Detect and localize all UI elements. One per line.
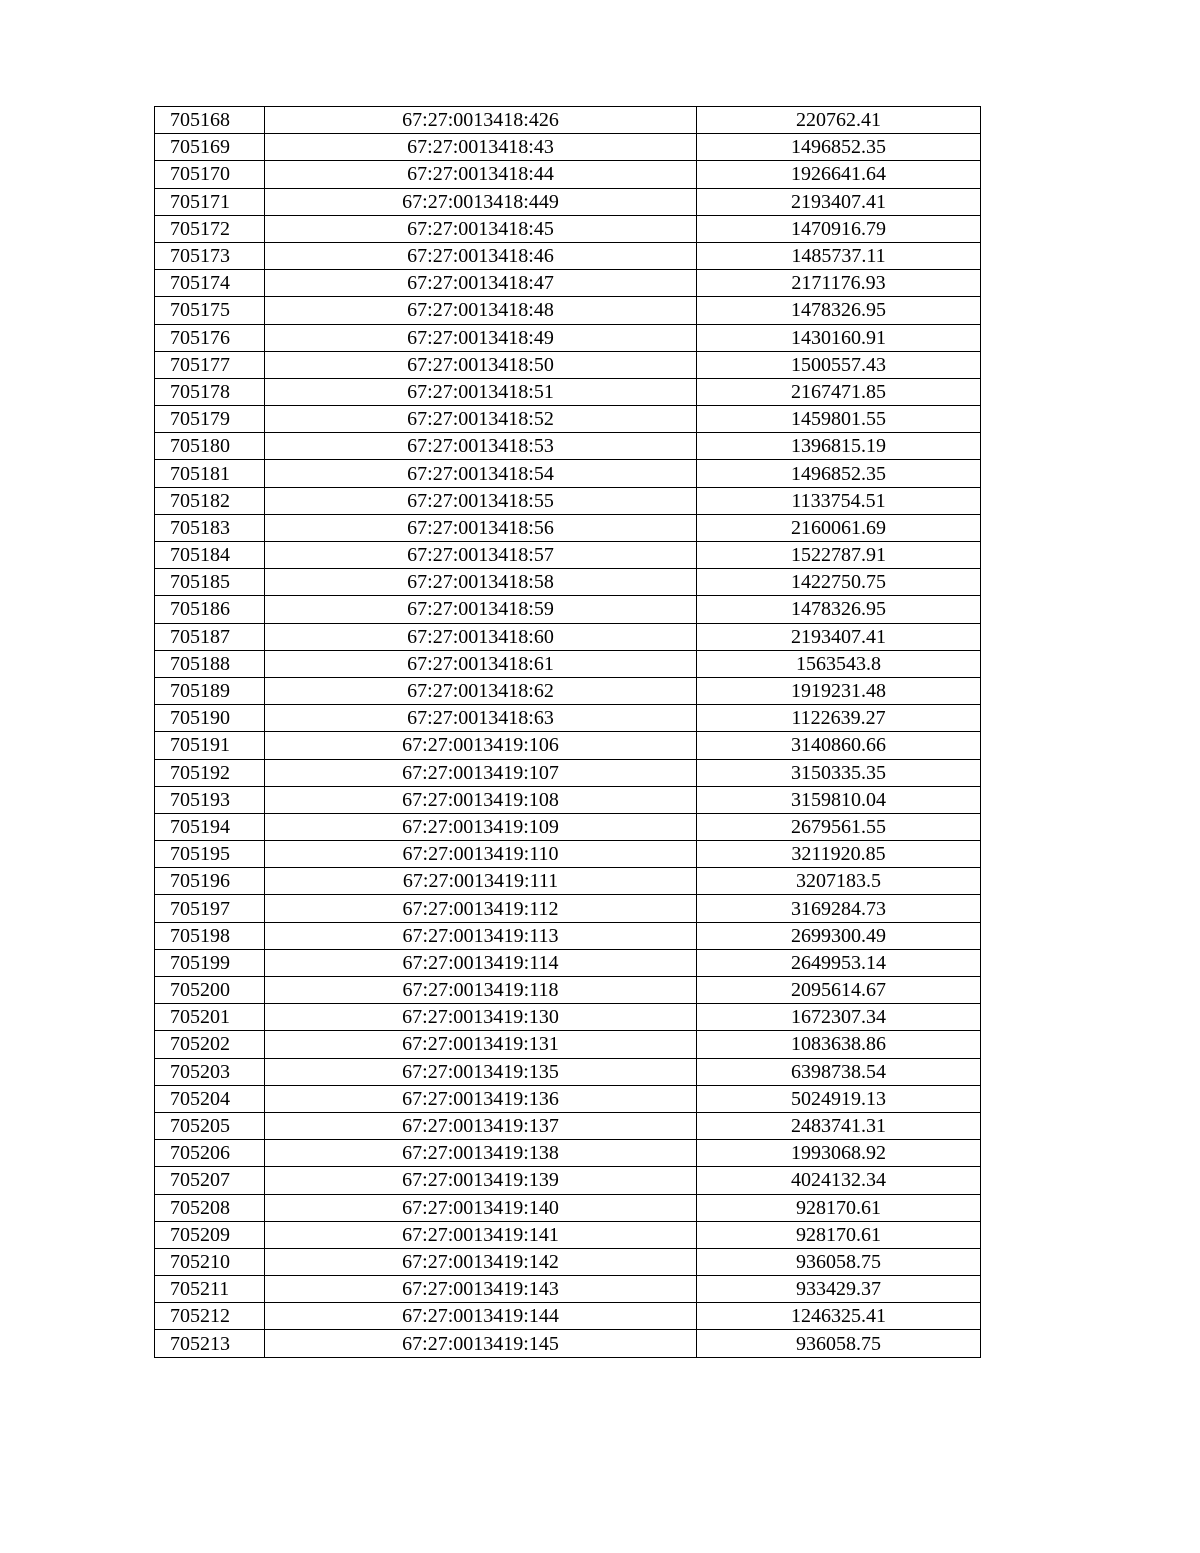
cadastral-number-cell: 67:27:0013418:56 — [265, 514, 697, 541]
value-cell: 3140860.66 — [697, 732, 981, 759]
row-number-cell: 705204 — [155, 1085, 265, 1112]
row-number-cell: 705178 — [155, 378, 265, 405]
value-cell: 936058.75 — [697, 1248, 981, 1275]
cadastral-number-cell: 67:27:0013419:141 — [265, 1221, 697, 1248]
row-number-cell: 705175 — [155, 297, 265, 324]
row-number-cell: 705184 — [155, 542, 265, 569]
value-cell: 5024919.13 — [697, 1085, 981, 1112]
value-cell: 1993068.92 — [697, 1140, 981, 1167]
value-cell: 1926641.64 — [697, 161, 981, 188]
cadastral-number-cell: 67:27:0013418:58 — [265, 569, 697, 596]
cadastral-number-cell: 67:27:0013418:45 — [265, 215, 697, 242]
cadastral-number-cell: 67:27:0013418:43 — [265, 134, 697, 161]
table-row — [155, 1167, 981, 1194]
cadastral-number-cell: 67:27:0013419:142 — [265, 1248, 697, 1275]
table-row — [155, 596, 981, 623]
cadastral-number-cell: 67:27:0013419:136 — [265, 1085, 697, 1112]
cadastral-number-cell: 67:27:0013419:140 — [265, 1194, 697, 1221]
table-row — [155, 977, 981, 1004]
value-cell: 1470916.79 — [697, 215, 981, 242]
row-number-cell: 705180 — [155, 433, 265, 460]
table-row — [155, 841, 981, 868]
value-cell: 2171176.93 — [697, 270, 981, 297]
value-cell: 933429.37 — [697, 1276, 981, 1303]
value-cell: 1459801.55 — [697, 406, 981, 433]
value-cell: 1430160.91 — [697, 324, 981, 351]
cadastral-number-cell: 67:27:0013419:144 — [265, 1303, 697, 1330]
row-number-cell: 705172 — [155, 215, 265, 242]
table-row — [155, 134, 981, 161]
row-number-cell: 705206 — [155, 1140, 265, 1167]
table-row — [155, 487, 981, 514]
cadastral-number-cell: 67:27:0013418:47 — [265, 270, 697, 297]
table-row — [155, 351, 981, 378]
row-number-cell: 705195 — [155, 841, 265, 868]
value-cell: 2193407.41 — [697, 623, 981, 650]
value-cell: 3207183.5 — [697, 868, 981, 895]
row-number-cell: 705171 — [155, 188, 265, 215]
cadastral-number-cell: 67:27:0013419:135 — [265, 1058, 697, 1085]
cadastral-number-cell: 67:27:0013419:106 — [265, 732, 697, 759]
row-number-cell: 705202 — [155, 1031, 265, 1058]
cadastral-number-cell: 67:27:0013418:61 — [265, 650, 697, 677]
value-cell: 1500557.43 — [697, 351, 981, 378]
table-row — [155, 324, 981, 351]
cadastral-number-cell: 67:27:0013418:62 — [265, 677, 697, 704]
table-row — [155, 188, 981, 215]
cadastral-number-cell: 67:27:0013419:112 — [265, 895, 697, 922]
row-number-cell: 705176 — [155, 324, 265, 351]
table-row — [155, 161, 981, 188]
value-cell: 1478326.95 — [697, 297, 981, 324]
table-row — [155, 1221, 981, 1248]
table-row — [155, 1276, 981, 1303]
row-number-cell: 705188 — [155, 650, 265, 677]
table-row — [155, 433, 981, 460]
table-row — [155, 569, 981, 596]
value-cell: 6398738.54 — [697, 1058, 981, 1085]
value-cell: 1563543.8 — [697, 650, 981, 677]
cadastral-number-cell: 67:27:0013419:143 — [265, 1276, 697, 1303]
value-cell: 2193407.41 — [697, 188, 981, 215]
row-number-cell: 705189 — [155, 677, 265, 704]
row-number-cell: 705205 — [155, 1112, 265, 1139]
cadastral-number-cell: 67:27:0013418:54 — [265, 460, 697, 487]
table-row — [155, 895, 981, 922]
cadastral-number-cell: 67:27:0013418:63 — [265, 705, 697, 732]
row-number-cell: 705200 — [155, 977, 265, 1004]
cadastral-number-cell: 67:27:0013419:118 — [265, 977, 697, 1004]
cadastral-number-cell: 67:27:0013418:44 — [265, 161, 697, 188]
value-cell: 2160061.69 — [697, 514, 981, 541]
table-row — [155, 297, 981, 324]
cadastral-number-cell: 67:27:0013419:113 — [265, 922, 697, 949]
cadastral-number-cell: 67:27:0013418:55 — [265, 487, 697, 514]
table-row — [155, 813, 981, 840]
table-row — [155, 1194, 981, 1221]
row-number-cell: 705177 — [155, 351, 265, 378]
cadastral-number-cell: 67:27:0013418:52 — [265, 406, 697, 433]
row-number-cell: 705174 — [155, 270, 265, 297]
cadastral-number-cell: 67:27:0013418:426 — [265, 107, 697, 134]
row-number-cell: 705210 — [155, 1248, 265, 1275]
value-cell: 2167471.85 — [697, 378, 981, 405]
value-cell: 1919231.48 — [697, 677, 981, 704]
value-cell: 936058.75 — [697, 1330, 981, 1357]
table-row — [155, 1248, 981, 1275]
row-number-cell: 705190 — [155, 705, 265, 732]
table-row — [155, 759, 981, 786]
cadastral-number-cell: 67:27:0013419:137 — [265, 1112, 697, 1139]
table-row — [155, 406, 981, 433]
value-cell: 3159810.04 — [697, 786, 981, 813]
row-number-cell: 705187 — [155, 623, 265, 650]
table-row — [155, 868, 981, 895]
cadastral-number-cell: 67:27:0013418:57 — [265, 542, 697, 569]
row-number-cell: 705212 — [155, 1303, 265, 1330]
cadastral-number-cell: 67:27:0013419:107 — [265, 759, 697, 786]
row-number-cell: 705201 — [155, 1004, 265, 1031]
row-number-cell: 705173 — [155, 242, 265, 269]
cadastral-number-cell: 67:27:0013418:53 — [265, 433, 697, 460]
row-number-cell: 705194 — [155, 813, 265, 840]
table-row — [155, 542, 981, 569]
row-number-cell: 705182 — [155, 487, 265, 514]
row-number-cell: 705183 — [155, 514, 265, 541]
value-cell: 1672307.34 — [697, 1004, 981, 1031]
table-row — [155, 949, 981, 976]
row-number-cell: 705209 — [155, 1221, 265, 1248]
value-cell: 2679561.55 — [697, 813, 981, 840]
row-number-cell: 705196 — [155, 868, 265, 895]
cadastral-number-cell: 67:27:0013419:138 — [265, 1140, 697, 1167]
row-number-cell: 705198 — [155, 922, 265, 949]
table-row — [155, 623, 981, 650]
cadastral-number-cell: 67:27:0013418:46 — [265, 242, 697, 269]
value-cell: 1396815.19 — [697, 433, 981, 460]
table-row — [155, 1058, 981, 1085]
cadastral-number-cell: 67:27:0013418:51 — [265, 378, 697, 405]
cadastral-number-cell: 67:27:0013419:108 — [265, 786, 697, 813]
cadastral-number-cell: 67:27:0013418:49 — [265, 324, 697, 351]
cadastral-number-cell: 67:27:0013419:110 — [265, 841, 697, 868]
value-cell: 1422750.75 — [697, 569, 981, 596]
value-cell: 2095614.67 — [697, 977, 981, 1004]
value-cell: 1083638.86 — [697, 1031, 981, 1058]
table-row — [155, 460, 981, 487]
cadastral-number-cell: 67:27:0013418:48 — [265, 297, 697, 324]
value-cell: 3169284.73 — [697, 895, 981, 922]
value-cell: 1496852.35 — [697, 134, 981, 161]
cadastral-number-cell: 67:27:0013419:111 — [265, 868, 697, 895]
table-row — [155, 1031, 981, 1058]
cadastral-number-cell: 67:27:0013419:130 — [265, 1004, 697, 1031]
table-row — [155, 270, 981, 297]
table-row — [155, 705, 981, 732]
table-row — [155, 378, 981, 405]
value-cell: 1478326.95 — [697, 596, 981, 623]
row-number-cell: 705197 — [155, 895, 265, 922]
table-row — [155, 786, 981, 813]
row-number-cell: 705191 — [155, 732, 265, 759]
row-number-cell: 705193 — [155, 786, 265, 813]
value-cell: 1485737.11 — [697, 242, 981, 269]
row-number-cell: 705208 — [155, 1194, 265, 1221]
cadastral-number-cell: 67:27:0013418:449 — [265, 188, 697, 215]
row-number-cell: 705203 — [155, 1058, 265, 1085]
row-number-cell: 705199 — [155, 949, 265, 976]
value-cell: 1133754.51 — [697, 487, 981, 514]
table-row — [155, 677, 981, 704]
cadastral-number-cell: 67:27:0013419:139 — [265, 1167, 697, 1194]
table-row — [155, 215, 981, 242]
value-cell: 928170.61 — [697, 1194, 981, 1221]
cadastral-number-cell: 67:27:0013419:131 — [265, 1031, 697, 1058]
table-row — [155, 922, 981, 949]
table-row — [155, 1140, 981, 1167]
table-row — [155, 514, 981, 541]
value-cell: 2649953.14 — [697, 949, 981, 976]
row-number-cell: 705181 — [155, 460, 265, 487]
value-cell: 3211920.85 — [697, 841, 981, 868]
table-row — [155, 1004, 981, 1031]
table-row — [155, 650, 981, 677]
row-number-cell: 705213 — [155, 1330, 265, 1357]
row-number-cell: 705192 — [155, 759, 265, 786]
row-number-cell: 705211 — [155, 1276, 265, 1303]
value-cell: 220762.41 — [697, 107, 981, 134]
value-cell: 2483741.31 — [697, 1112, 981, 1139]
value-cell: 2699300.49 — [697, 922, 981, 949]
row-number-cell: 705179 — [155, 406, 265, 433]
row-number-cell: 705170 — [155, 161, 265, 188]
cadastral-number-cell: 67:27:0013419:145 — [265, 1330, 697, 1357]
row-number-cell: 705186 — [155, 596, 265, 623]
table-row — [155, 107, 981, 134]
cadastral-number-cell: 67:27:0013419:109 — [265, 813, 697, 840]
value-cell: 1496852.35 — [697, 460, 981, 487]
table-row — [155, 1330, 981, 1357]
row-number-cell: 705168 — [155, 107, 265, 134]
row-number-cell: 705185 — [155, 569, 265, 596]
row-number-cell: 705207 — [155, 1167, 265, 1194]
row-number-cell: 705169 — [155, 134, 265, 161]
registry-table-body — [155, 107, 981, 1358]
value-cell: 1122639.27 — [697, 705, 981, 732]
cadastral-number-cell: 67:27:0013419:114 — [265, 949, 697, 976]
cadastral-number-cell: 67:27:0013418:60 — [265, 623, 697, 650]
table-row — [155, 1085, 981, 1112]
value-cell: 928170.61 — [697, 1221, 981, 1248]
table-row — [155, 732, 981, 759]
value-cell: 4024132.34 — [697, 1167, 981, 1194]
table-row — [155, 242, 981, 269]
table-row — [155, 1303, 981, 1330]
table-row — [155, 1112, 981, 1139]
value-cell: 1522787.91 — [697, 542, 981, 569]
cadastral-number-cell: 67:27:0013418:59 — [265, 596, 697, 623]
cadastral-number-cell: 67:27:0013418:50 — [265, 351, 697, 378]
value-cell: 3150335.35 — [697, 759, 981, 786]
registry-table — [154, 106, 981, 1358]
value-cell: 1246325.41 — [697, 1303, 981, 1330]
